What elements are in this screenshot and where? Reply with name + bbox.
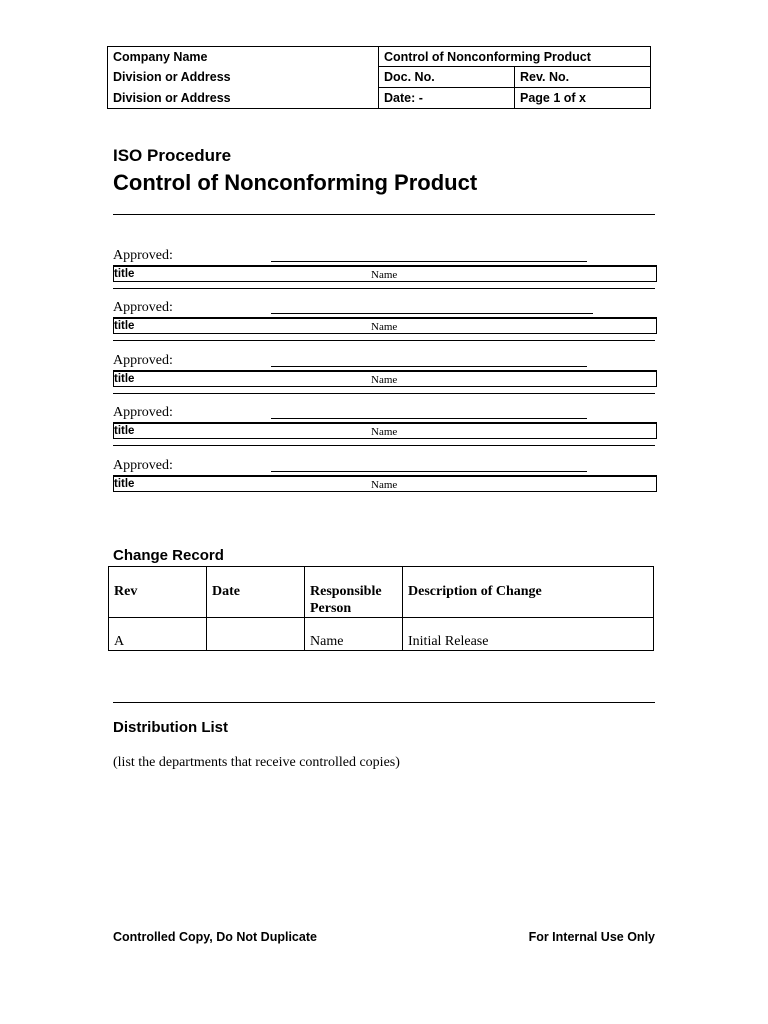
approver-name: Name [371, 374, 398, 386]
header-doc-title: Control of Nonconforming Product [379, 47, 650, 67]
division-address-2: Division or Address [108, 88, 379, 108]
column-header-description: Description of Change [403, 567, 654, 618]
column-header-rev: Rev [109, 567, 207, 618]
footer-controlled-copy: Controlled Copy, Do Not Duplicate [113, 930, 317, 944]
signature-line[interactable] [271, 313, 593, 314]
change-record-table [108, 566, 654, 651]
divider [113, 214, 655, 215]
table-header-row [109, 567, 654, 618]
approved-label: Approved: [113, 405, 173, 420]
approval-block [113, 248, 657, 288]
approved-label: Approved: [113, 353, 173, 368]
approver-name: Name [371, 321, 398, 333]
approver-name: Name [371, 269, 398, 281]
iso-procedure-label: ISO Procedure [113, 146, 232, 165]
divider [113, 393, 655, 394]
approval-block [113, 300, 657, 340]
cell-description: Initial Release [403, 618, 654, 651]
approver-title: title [114, 268, 135, 280]
approved-label: Approved: [113, 300, 173, 315]
signature-line[interactable] [271, 471, 587, 472]
distribution-note: (list the departments that receive controlled copies) [113, 755, 400, 770]
approver-name: Name [371, 479, 398, 491]
signature-line[interactable] [271, 418, 587, 419]
table-row [109, 618, 654, 651]
column-header-date: Date [207, 567, 305, 618]
signature-line[interactable] [271, 366, 587, 367]
approver-title: title [114, 425, 135, 437]
divider [113, 702, 655, 703]
page-number: Page 1 of x [520, 90, 586, 105]
footer-internal-use: For Internal Use Only [528, 930, 655, 944]
cell-date [207, 618, 305, 651]
approval-block [113, 405, 657, 445]
approval-block [113, 458, 657, 498]
distribution-list-heading: Distribution List [113, 719, 228, 736]
column-header-responsible: Responsible Person [305, 567, 403, 618]
approver-title: title [114, 373, 135, 385]
cell-rev: A [109, 618, 207, 651]
approval-info-box [113, 265, 657, 282]
company-name: Company Name [108, 47, 379, 67]
approver-title: title [114, 478, 135, 490]
approved-label: Approved: [113, 248, 173, 263]
divider [113, 340, 655, 341]
header-table [107, 46, 651, 109]
approved-label: Approved: [113, 458, 173, 473]
approval-info-box [113, 475, 657, 492]
rev-number: Rev. No. [515, 67, 650, 87]
approval-info-box [113, 370, 657, 387]
approver-name: Name [371, 426, 398, 438]
doc-date: Date: - [379, 88, 515, 108]
divider [113, 288, 655, 289]
division-address-1: Division or Address [108, 67, 379, 87]
divider [113, 445, 655, 446]
change-record-heading: Change Record [113, 547, 224, 564]
page-title: Control of Nonconforming Product [113, 170, 478, 195]
approval-info-box [113, 317, 657, 334]
doc-number: Doc. No. [379, 67, 515, 87]
signature-line[interactable] [271, 261, 587, 262]
cell-responsible: Name [305, 618, 403, 651]
approval-block [113, 353, 657, 393]
approver-title: title [114, 320, 135, 332]
approval-info-box [113, 422, 657, 439]
